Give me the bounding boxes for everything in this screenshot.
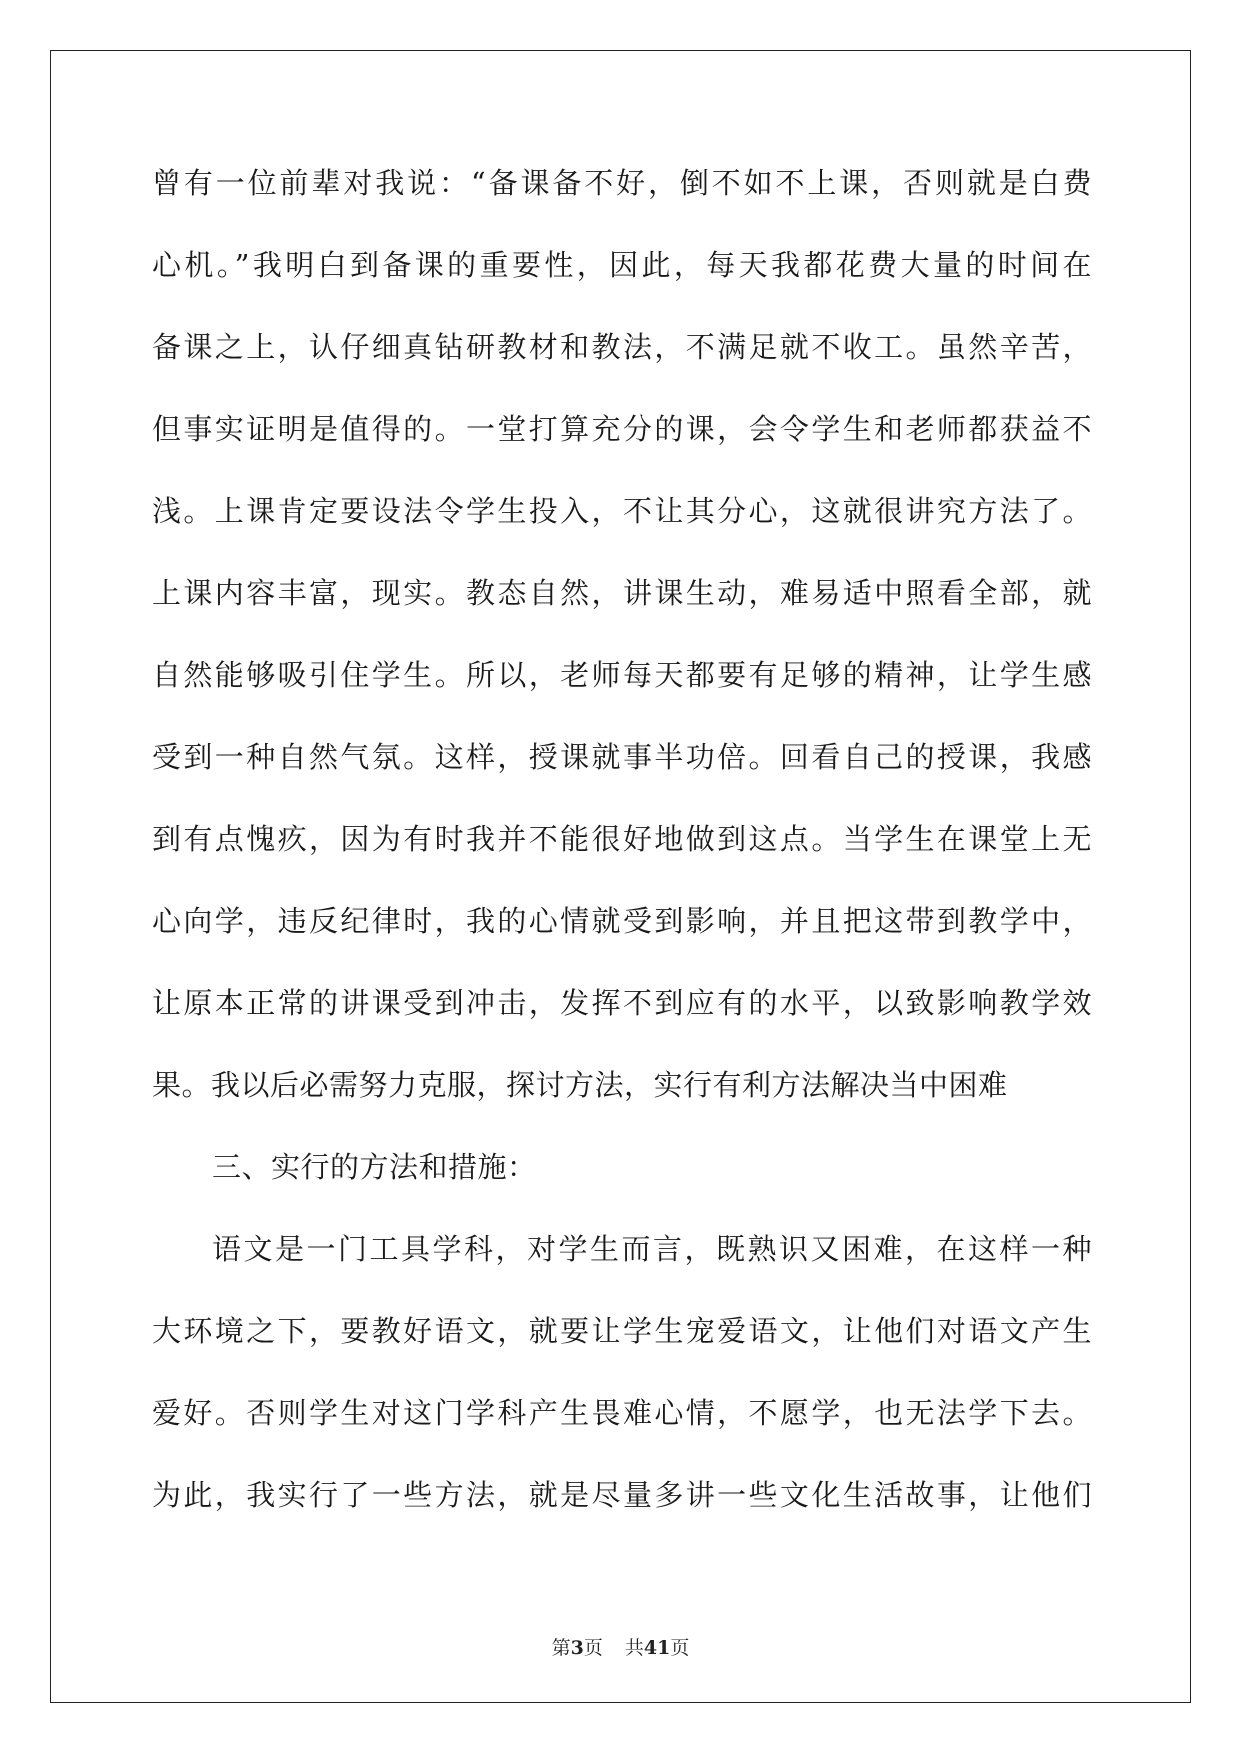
body-line: 浅。上课肯定要设法令学生投入，不让其分心，这就很讲究方法了。 bbox=[152, 494, 1092, 528]
body-line: 语文是一门工具学科，对学生而言，既熟识又困难，在这样一种 bbox=[212, 1232, 1092, 1266]
section-heading: 三、实行的方法和措施： bbox=[212, 1150, 537, 1184]
page-number: 3 bbox=[570, 1637, 584, 1659]
total-prefix: 共 bbox=[624, 1637, 644, 1659]
body-line: 让原本正常的讲课受到冲击，发挥不到应有的水平，以致影响教学效 bbox=[152, 986, 1092, 1020]
body-line: 爱好。否则学生对这门学科产生畏难心情，不愿学，也无法学下去。 bbox=[152, 1396, 1092, 1430]
body-line: 但事实证明是值得的。一堂打算充分的课，会令学生和老师都获益不 bbox=[152, 412, 1092, 446]
document-body bbox=[152, 158, 1092, 1552]
total-suffix: 页 bbox=[670, 1637, 690, 1659]
body-line: 到有点愧疚，因为有时我并不能很好地做到这点。当学生在课堂上无 bbox=[152, 822, 1092, 856]
body-line: 受到一种自然气氛。这样，授课就事半功倍。回看自己的授课，我感 bbox=[152, 740, 1092, 774]
body-line: 心向学，违反纪律时，我的心情就受到影响，并且把这带到教学中， bbox=[152, 904, 1092, 938]
body-line: 大环境之下，要教好语文，就要让学生宠爱语文，让他们对语文产生 bbox=[152, 1314, 1092, 1348]
body-line: 心机。”我明白到备课的重要性，因此，每天我都花费大量的时间在 bbox=[152, 248, 1092, 282]
body-line: 果。我以后必需努力克服，探讨方法，实行有利方法解决当中困难 bbox=[152, 1068, 1008, 1102]
page-suffix: 页 bbox=[583, 1637, 603, 1659]
body-line: 上课内容丰富，现实。教态自然，讲课生动，难易适中照看全部，就 bbox=[152, 576, 1092, 610]
page-footer bbox=[0, 1633, 1241, 1660]
body-line: 曾有一位前辈对我说：“备课备不好，倒不如不上课，否则就是白费 bbox=[152, 166, 1092, 200]
page-prefix: 第 bbox=[551, 1637, 571, 1659]
body-line: 为此，我实行了一些方法，就是尽量多讲一些文化生活故事，让他们 bbox=[152, 1478, 1092, 1512]
total-pages: 41 bbox=[643, 1637, 671, 1659]
body-line: 自然能够吸引住学生。所以，老师每天都要有足够的精神，让学生感 bbox=[152, 658, 1092, 692]
body-line: 备课之上，认仔细真钻研教材和教法，不满足就不收工。虽然辛苦， bbox=[152, 330, 1092, 364]
